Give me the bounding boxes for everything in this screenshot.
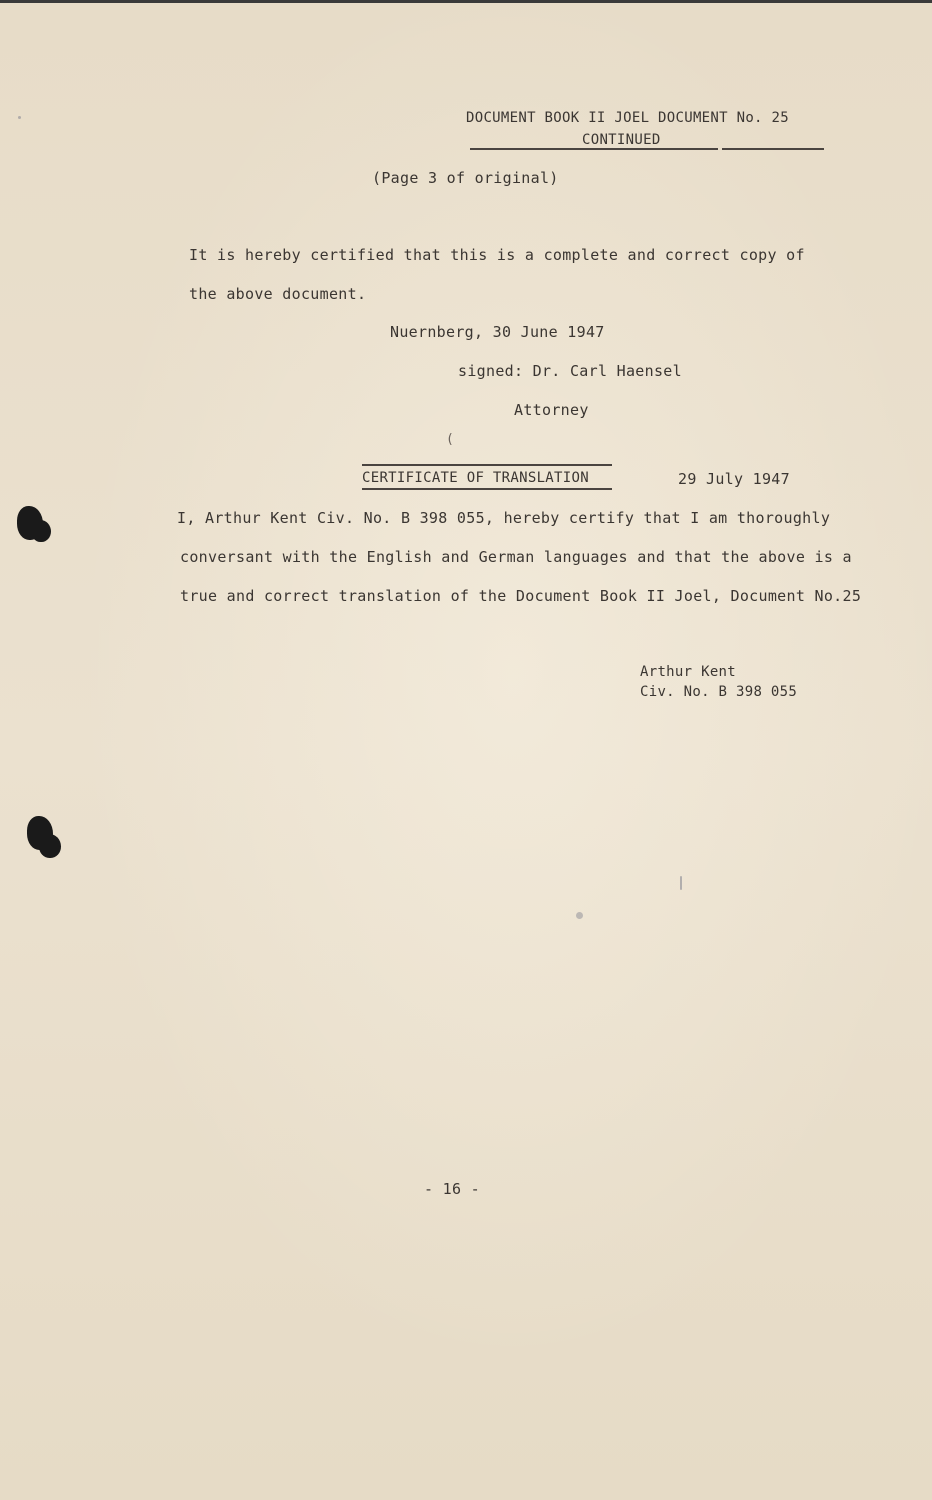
certificate-overline (362, 464, 612, 466)
certificate-underline (362, 488, 612, 490)
translation-line-3: true and correct translation of the Document Book II Joel, Document No.25 (180, 587, 862, 605)
speck (18, 116, 21, 119)
punch-hole-upper-tail (31, 520, 51, 542)
header-line-2: CONTINUED (582, 132, 661, 148)
certification-line-2: the above document. (189, 285, 367, 303)
punch-hole-lower-tail (39, 834, 61, 858)
certificate-date: 29 July 1947 (678, 470, 790, 488)
header-line-1: DOCUMENT BOOK II JOEL DOCUMENT No. 25 (466, 110, 789, 126)
signed-line: signed: Dr. Carl Haensel (458, 362, 682, 380)
place-date: Nuernberg, 30 June 1947 (390, 323, 605, 341)
stray-mark: ( (446, 432, 455, 447)
header-underline-right (722, 148, 824, 150)
scan-top-edge (0, 0, 932, 3)
signature-name: Arthur Kent (640, 664, 737, 680)
attorney-title: Attorney (514, 401, 589, 419)
translation-line-2: conversant with the English and German languages and that the above is a (180, 548, 852, 566)
signature-civ-no: Civ. No. B 398 055 (640, 684, 798, 700)
page-number: - 16 - (424, 1180, 480, 1198)
certification-line-1: It is hereby certified that this is a complete and correct copy of (189, 246, 805, 264)
speck (680, 876, 682, 890)
certificate-heading: CERTIFICATE OF TRANSLATION (362, 470, 589, 486)
speck (576, 912, 583, 919)
page-reference: (Page 3 of original) (372, 169, 559, 187)
header-underline-left (470, 148, 718, 150)
translation-line-1: I, Arthur Kent Civ. No. B 398 055, hereby certify that I am thoroughly (177, 509, 831, 527)
